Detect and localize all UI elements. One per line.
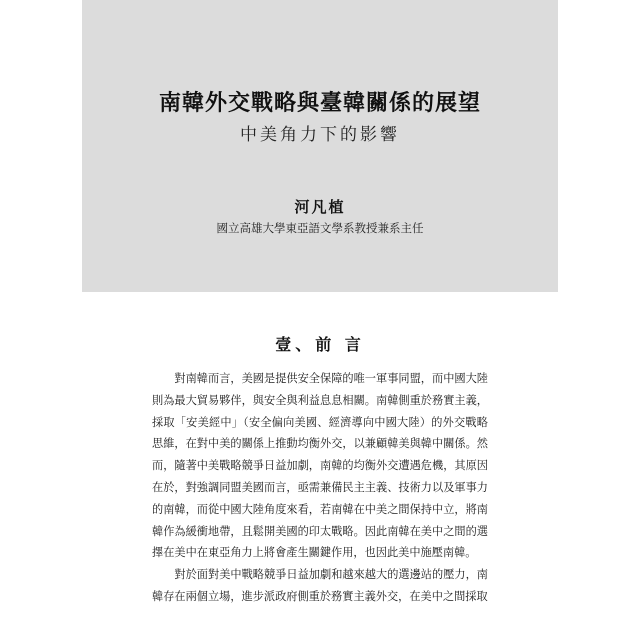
page-subtitle: 中美角力下的影響	[240, 125, 400, 145]
author-affiliation: 國立高雄大學東亞語文學系教授兼系主任	[216, 221, 424, 235]
page-title: 南韓外交戰略與臺韓關係的展望	[158, 90, 481, 116]
title-banner	[82, 0, 558, 292]
paragraph-2: 對於面對美中戰略競爭日益加劇和越來越大的選邊站的壓力，南韓存在兩個立場，進步派政府側重於務實主義外交，在美中之間採取	[152, 568, 488, 603]
paragraph-1: 對南韓而言，美國是提供安全保障的唯一軍事同盟，而中國大陸則為最大貿易夥伴，與安全與利益息息相關。南韓側重於務實主義，採取「安美經中」（安全偏向美國、經濟導向中國大陸）的外交戰略思維，在對中美的關係上推動均衡外交，以兼顧韓美與韓中關係。然而，隨著中美戰略競爭日益加劇，南韓的均衡外交遭遇危機，其原因在於，對強調同盟美國而言，亟需兼備民主主義、技術力以及軍事力的南韓，而從中國大陸角度來看，若南韓在中美之間保持中立，將南韓作為緩衝地帶，且鬆開美國的印太戰略。因此南韓在美中之間的選擇在美中在東亞角力上將會產生關鍵作用，也因此美中施壓南韓。	[152, 372, 488, 560]
author-name: 河凡植	[294, 198, 346, 216]
section-heading: 壹、前 言	[275, 335, 365, 354]
body-text	[152, 368, 488, 608]
